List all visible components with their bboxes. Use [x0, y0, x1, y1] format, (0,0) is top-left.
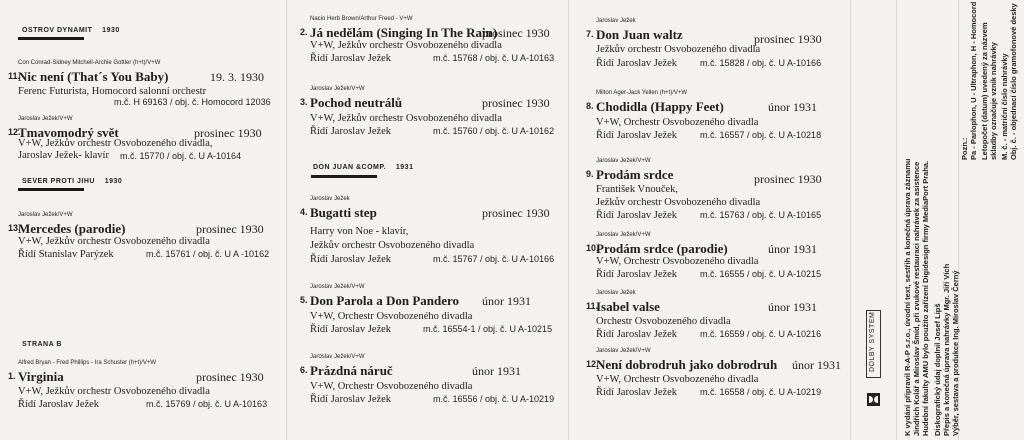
track-number: 9.	[586, 169, 594, 179]
track-item	[300, 16, 560, 68]
track-catalog: m.č. 16557 / obj. č. U A-10218	[700, 130, 822, 140]
track-performer: V+W, Orchestr Osvobozeného divadla	[596, 374, 759, 385]
track-credit: Jaroslav Ježek/V+W	[596, 158, 651, 164]
track-number: 12.	[8, 127, 21, 137]
track-credit: Jaroslav Ježek	[596, 290, 636, 296]
track-catalog: m.č. 15769 / obj. č. U A-10163	[146, 399, 268, 409]
track-title: Don Juan waltz	[596, 27, 683, 42]
track-item	[300, 354, 560, 406]
track-date: únor 1931	[482, 294, 531, 308]
track-catalog: m.č. 16558 / obj. č. U A-10219	[700, 387, 822, 397]
track-number: 12.	[586, 359, 599, 369]
track-performer: František Vnouček,	[596, 184, 679, 195]
track-catalog: m.č. 16556 / obj. č. U A-10219	[433, 394, 555, 404]
track-credit: Alfred Bryan - Fred Phillips - Ira Schuster (h+t)/V+W	[18, 360, 157, 366]
track-item	[586, 290, 846, 342]
track-title: Isabel valse	[596, 299, 660, 314]
track-item	[8, 360, 278, 412]
track-conductor: Jaroslav Ježek- klavír	[18, 150, 109, 161]
track-credit: Jaroslav Ježek/V+W	[310, 284, 365, 290]
track-catalog: m.č. 15770 / obj. č. U A-10164	[120, 151, 242, 161]
track-number: 11.	[8, 71, 21, 81]
track-item	[586, 232, 846, 284]
track-catalog: m.č. 15761 / obj. č. U A -10162	[146, 249, 270, 259]
track-credit: Jaroslav Ježek/V+W	[18, 116, 73, 122]
track-title: Tmavomodrý svět	[18, 125, 119, 140]
track-item	[8, 116, 278, 168]
track-number: 4.	[300, 207, 308, 217]
track-credit: Jaroslav Ježek	[310, 196, 350, 202]
track-number: 1.	[8, 371, 16, 381]
track-orchestra: Ježkův orchestr Osvobozeného divadla	[596, 44, 761, 55]
track-performer: V+W, Ježkův orchestr Osvobozeného divadla	[18, 386, 210, 397]
track-conductor: Řídí Jaroslav Ježek	[310, 394, 392, 405]
fold-line-2	[568, 0, 569, 440]
track-date: únor 1931	[792, 358, 841, 372]
track-number: 10.	[586, 243, 599, 253]
track-number: 3.	[300, 97, 308, 107]
track-credit: Jaroslav Ježek/V+W	[310, 86, 365, 92]
track-credit: Jaroslav Ježek/V+W	[310, 354, 365, 360]
track-credit: Milton Ager-Jack Yellen (h+t)/V+W	[596, 90, 688, 96]
track-catalog: m.č. 16555 / obj. č. U A-10215	[700, 269, 822, 279]
track-conductor: Řídí Jaroslav Ježek	[310, 126, 392, 137]
track-item	[8, 212, 278, 264]
track-orchestra: Orchestr Osvobozeného divadla	[596, 316, 731, 327]
track-title: Prázdná náruč	[310, 363, 393, 378]
track-title: Pochod neutrálů	[310, 95, 403, 110]
track-performer: V+W, Orchestr Osvobozeného divadla	[310, 381, 473, 392]
track-number: 8.	[586, 101, 594, 111]
credits-line: K vydání připravil R-A-P s.r.o., úvodní text, sestřih a konečná úprava záznamu	[903, 158, 912, 436]
track-date: prosinec 1930	[482, 206, 550, 220]
track-conductor: Řídí Stanislav Parýzek	[18, 249, 114, 260]
track-number: 5.	[300, 295, 308, 305]
track-item	[8, 60, 278, 112]
track-date: prosinec 1930	[482, 26, 550, 40]
track-item	[586, 348, 846, 400]
section-header-donjuan: DON JUAN &COMP. 1931	[313, 164, 414, 171]
section-header-ostrov: OSTROV DYNAMIT 1930	[22, 27, 120, 34]
track-conductor: Řídí Jaroslav Ježek	[596, 210, 678, 221]
track-item	[586, 18, 846, 70]
fold-line-1	[286, 0, 287, 440]
track-credit: Jaroslav Ježek/V+W	[18, 212, 73, 218]
track-conductor: Řídí Jaroslav Ježek	[18, 399, 100, 410]
track-conductor: Řídí Jaroslav Ježek	[310, 254, 392, 265]
track-title: Prodám srdce	[596, 167, 674, 182]
track-performer: V+W, Ježkův orchestr Osvobozeného divadla	[18, 236, 210, 247]
track-title: Prodám srdce (parodie)	[596, 241, 728, 256]
legend-line: Obj. č. - objednací číslo gramofonové desky	[1009, 3, 1018, 160]
track-number: 6.	[300, 365, 308, 375]
track-item	[300, 196, 560, 265]
track-performer: Harry von Noe - klavír,	[310, 226, 409, 237]
track-title: Don Parola a Don Pandero	[310, 293, 460, 308]
track-performer: V+W, Ježkův orchestr Osvobozeného divadla	[310, 40, 502, 51]
track-performer: V+W, Orchestr Osvobozeného divadla	[596, 117, 759, 128]
track-performer: V+W, Orchestr Osvobozeného divadla	[310, 311, 473, 322]
track-catalog: m.č. 15768 / obj. č. U A-10163	[433, 53, 555, 63]
track-catalog: m.č. 16554-1 / obj. č. U A-10215	[423, 324, 553, 334]
track-item	[300, 86, 560, 138]
track-title: Chodidla (Happy Feet)	[596, 99, 724, 114]
track-orchestra: Ježkův orchestr Osvobozeného divadla	[596, 197, 761, 208]
track-credit: Jaroslav Ježek/V+W	[596, 348, 651, 354]
track-performer: V+W, Ježkův orchestr Osvobozeného divadla	[310, 113, 502, 124]
track-date: prosinec 1930	[754, 32, 822, 46]
track-title: Bugatti step	[310, 205, 377, 220]
track-date: únor 1931	[768, 242, 817, 256]
track-date: únor 1931	[768, 100, 817, 114]
track-conductor: Řídí Jaroslav Ježek	[596, 387, 678, 398]
track-credit: Jaroslav Ježek/V+W	[596, 232, 651, 238]
track-conductor: Řídí Jaroslav Ježek	[596, 269, 678, 280]
section-rule	[311, 175, 377, 178]
track-title: Nic není (That´s You Baby)	[18, 69, 169, 84]
track-date: prosinec 1930	[754, 172, 822, 186]
track-title: Není dobrodruh jako dobrodruh	[596, 357, 778, 372]
track-credit: Con Conrad-Sidney Mitchell-Archie Gottler (h+t)/V+W	[18, 60, 161, 66]
dolby-logo-icon	[867, 393, 880, 406]
credits-line: Výběr, sestava a produkce Ing. Miroslav Černý	[951, 270, 960, 436]
track-conductor: Řídí Jaroslav Ježek	[596, 130, 678, 141]
track-title: Mercedes (parodie)	[18, 221, 126, 236]
fold-line-4	[896, 0, 897, 440]
track-credit: Jaroslav Ježek	[596, 18, 636, 24]
track-date: 19. 3. 1930	[210, 70, 264, 84]
section-rule	[18, 37, 84, 40]
track-number: 2.	[300, 27, 308, 37]
track-number: 11.	[586, 301, 599, 311]
track-catalog: m.č. 15767 / obj. č. U A-10166	[433, 254, 555, 264]
track-conductor: Řídí Jaroslav Ježek	[310, 53, 392, 64]
credits-line: Jindřich Kolář a Miroslav Šmíd, při zvukové restauraci nahrávek za asistence	[912, 161, 921, 436]
dolby-system-label: DOLBY SYSTEM	[869, 311, 876, 372]
credits-line: Přepis a konečná úprava nahrávky Mgr. Jiří Vích	[942, 263, 951, 436]
credits-line: Hudební fakulty AMU bylo použito zařízení Digidesign firmy MediaPort Praha.	[921, 160, 930, 436]
track-date: prosinec 1930	[194, 126, 262, 140]
track-number: 7.	[586, 29, 594, 39]
track-catalog: m.č. H 69163 / obj. č. Homocord 12036	[114, 97, 271, 107]
fold-line-3	[850, 0, 851, 440]
legend-line: skladby označuje vznik nahrávky	[989, 42, 998, 160]
track-title: Já nedělám (Singing In The Rain)	[310, 25, 498, 40]
track-title: Virginia	[18, 369, 64, 384]
track-date: únor 1931	[472, 364, 521, 378]
legend-line: Pa - Parlophon, U - Ultraphon, H - Homocord	[969, 1, 978, 160]
legend-line: M. č. - matriční číslo nahrávky	[1000, 53, 1009, 160]
section-header-strana: STRANA B	[22, 341, 62, 348]
track-conductor: Řídí Jaroslav Ježek	[596, 329, 678, 340]
legend-title: Pozn.:	[960, 137, 969, 160]
credits-line: Diskografický údaj doplnil Josef Lipš	[933, 303, 942, 436]
track-performer: V+W, Orchestr Osvobozeného divadla	[596, 256, 759, 267]
track-date: prosinec 1930	[196, 370, 264, 384]
section-header-sever: SEVER PROTI JIHU 1930	[22, 178, 123, 185]
track-catalog: m.č. 16559 / obj. č. U A-10216	[700, 329, 822, 339]
track-item	[586, 158, 846, 224]
section-rule	[18, 188, 84, 191]
track-performer: Ferenc Futurista, Homocord salonní orchestr	[18, 86, 207, 97]
track-catalog: m.č. 15828 / obj. č. U A-10166	[700, 58, 822, 68]
track-date: prosinec 1930	[482, 96, 550, 110]
track-catalog: m.č. 15760 / obj. č. U A-10162	[433, 126, 555, 136]
track-item	[586, 90, 846, 142]
track-conductor: Řídí Jaroslav Ježek	[596, 58, 678, 69]
track-catalog: m.č. 15763 / obj. č. U A-10165	[700, 210, 822, 220]
track-date: prosinec 1930	[196, 222, 264, 236]
track-performer: V+W, Ježkův orchestr Osvobozeného divadla,	[18, 138, 213, 149]
legend-line: Letopočet (datum) uvedený za názvem	[980, 22, 989, 160]
track-item	[300, 284, 560, 336]
track-orchestra: Ježkův orchestr Osvobozeného divadla	[310, 240, 475, 251]
track-conductor: Řídí Jaroslav Ježek	[310, 324, 392, 335]
track-credit: Nacio Herb Brown/Arthur Freed - V+W	[310, 16, 413, 22]
track-date: únor 1931	[768, 300, 817, 314]
track-number: 13.	[8, 223, 21, 233]
